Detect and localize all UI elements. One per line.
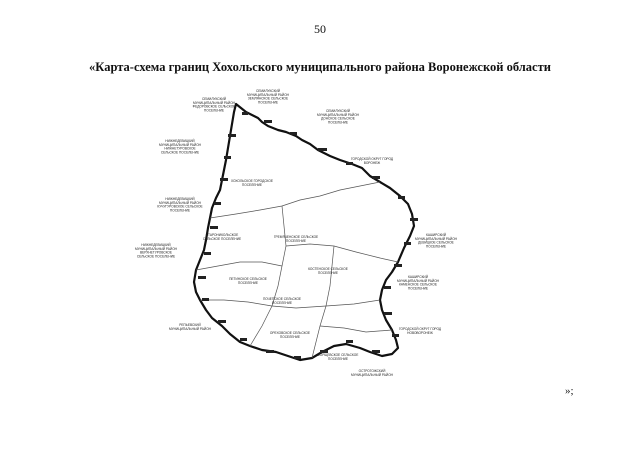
settlement-label-2: ГРЕМЯЧЕНСКОЕ СЕЛЬСКОЕ ПОСЕЛЕНИЕ xyxy=(273,235,319,243)
settlement-label-5: ОРЕХОВСКОЕ СЕЛЬСКОЕ ПОСЕЛЕНИЕ xyxy=(269,331,311,339)
neighbor-district-label-10: ОСТРОГОЖСКИЙ МУНИЦИПАЛЬНЫЙ РАЙОН xyxy=(350,369,394,377)
settlement-label-7: ПЕТИНСКОЕ СЕЛЬСКОЕ ПОСЕЛЕНИЕ xyxy=(229,277,267,285)
neighbor-district-label-6: ГОРОДСКОЙ ОКРУГ ГОРОД ВОРОНЕЖ xyxy=(350,157,394,165)
settlement-label-6: БОРЩЕВСКОЕ СЕЛЬСКОЕ ПОСЕЛЕНИЕ xyxy=(317,353,359,361)
neighbor-district-label-5: НИЖНЕДЕВИЦКИЙ МУНИЦИПАЛЬНЫЙ РАЙОН ВЕРХНЕТУРОВСКОЕ СЕЛЬСКОЕ ПОСЕЛЕНИЕ xyxy=(134,243,178,259)
page-number: 50 xyxy=(314,22,326,36)
neighbor-district-label-7: КАШИРСКИЙ МУНИЦИПАЛЬНЫЙ РАЙОН ДЕВИЦКОЕ СЕЛЬСКОЕ ПОСЕЛЕНИЕ xyxy=(414,233,458,249)
neighbor-district-label-9: ГОРОДСКОЙ ОКРУГ ГОРОД НОВОВОРОНЕЖ xyxy=(398,327,442,335)
settlement-label-4: ПОЧЕПСКОЕ СЕЛЬСКОЕ ПОСЕЛЕНИЕ xyxy=(262,297,302,305)
district-outer-boundary xyxy=(194,104,414,360)
settlement-label-3: КОСТЕНСКОЕ СЕЛЬСКОЕ ПОСЕЛЕНИЕ xyxy=(308,267,348,275)
neighbor-district-label-11: РЕПЬЕВСКИЙ МУНИЦИПАЛЬНЫЙ РАЙОН xyxy=(168,323,212,331)
neighbor-district-label-2: СЕМИЛУКСКИЙ МУНИЦИПАЛЬНЫЙ РАЙОН ДОНСКОЕ СЕЛЬСКОЕ ПОСЕЛЕНИЕ xyxy=(316,109,360,125)
map-title: «Карта-схема границ Хохольского муниципального района Воронежской области xyxy=(89,60,551,74)
settlement-label-1: СТАРОНИКОЛЬСКОЕ СЕЛЬСКОЕ ПОСЕЛЕНИЕ xyxy=(202,233,242,241)
closing-quote-mark: »; xyxy=(565,385,574,397)
neighbor-district-label-1: СЕМИЛУКСКИЙ МУНИЦИПАЛЬНЫЙ РАЙОН ЗЕМЛЯНСКОЕ СЕЛЬСКОЕ ПОСЕЛЕНИЕ xyxy=(246,89,290,105)
neighbor-district-label-8: КАШИРСКИЙ МУНИЦИПАЛЬНЫЙ РАЙОН КАМЕНСКОЕ СЕЛЬСКОЕ ПОСЕЛЕНИЕ xyxy=(396,275,440,291)
neighbor-district-label-0: СЕМИЛУКСКИЙ МУНИЦИПАЛЬНЫЙ РАЙОН ФЕДОРОВСКОЕ СЕЛЬСКОЕ ПОСЕЛЕНИЕ xyxy=(192,97,236,113)
settlement-label-0: ХОХОЛЬСКОЕ ГОРОДСКОЕ ПОСЕЛЕНИЕ xyxy=(231,179,273,187)
neighbor-district-label-4: НИЖНЕДЕВИЦКИЙ МУНИЦИПАЛЬНЫЙ РАЙОН КУЧУГУРОВСКОЕ СЕЛЬСКОЕ ПОСЕЛЕНИЕ xyxy=(157,197,203,213)
neighbor-district-label-3: НИЖНЕДЕВИЦКИЙ МУНИЦИПАЛЬНЫЙ РАЙОН НИЖНЕТУРОВСКОЕ СЕЛЬСКОЕ ПОСЕЛЕНИЕ xyxy=(158,139,202,155)
